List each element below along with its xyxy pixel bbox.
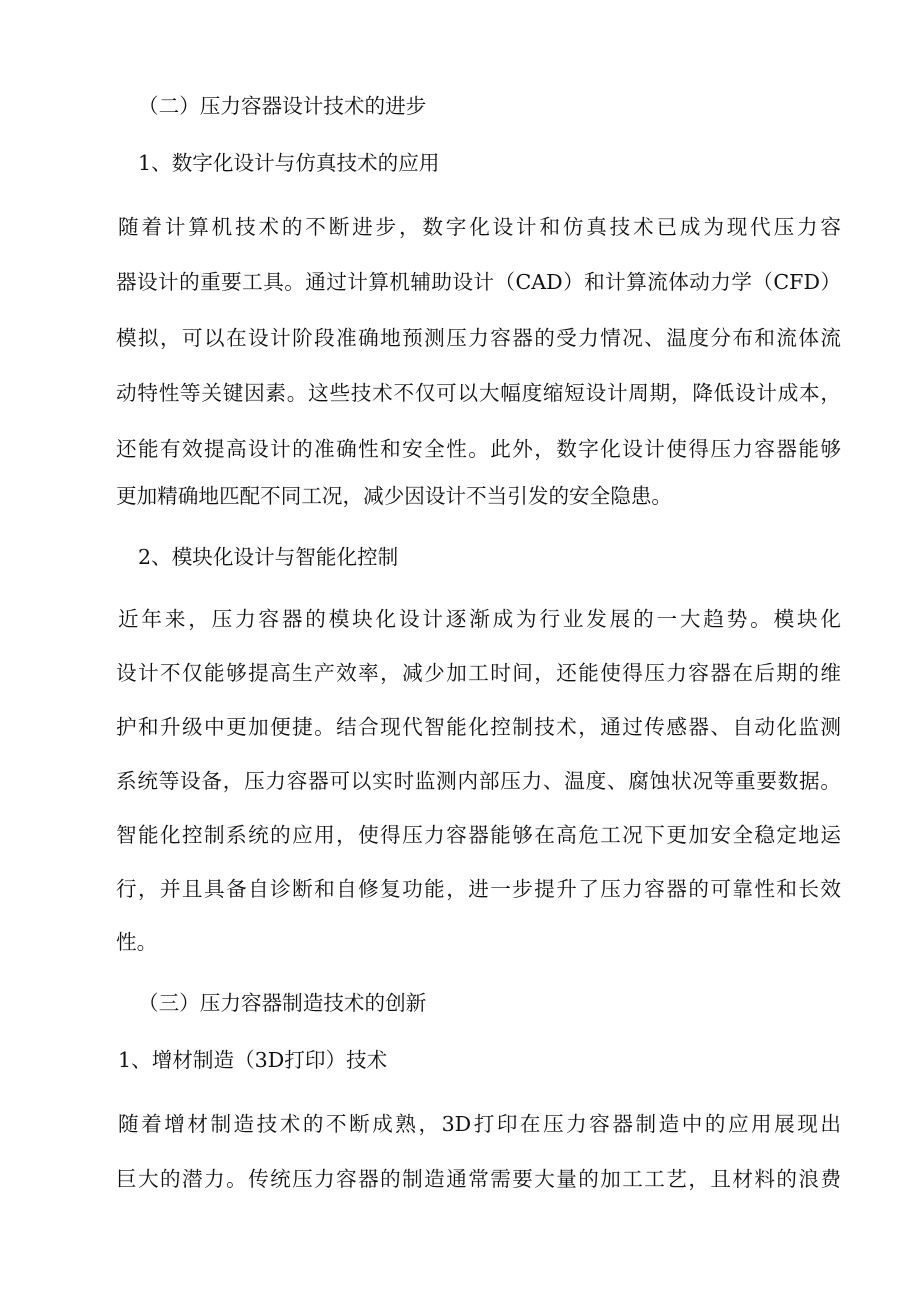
paragraph-line: 智能化控制系统的应用，使得压力容器能够在高危工况下更加安全稳定地运 (116, 823, 841, 847)
paragraph-line: 设计不仅能够提高生产效率，减少加工时间，还能使得压力容器在后期的维 (116, 661, 841, 685)
paragraph-line: 近年来，压力容器的模块化设计逐渐成为行业发展的一大趋势。模块化 (118, 607, 841, 631)
subsection-heading: 1、增材制造（3D打印）技术 (118, 1048, 388, 1072)
section-heading: （二）压力容器设计技术的进步 (138, 94, 427, 118)
paragraph-line: 行，并且具备自诊断和自修复功能，进一步提升了压力容器的可靠性和长效 (116, 877, 841, 901)
paragraph-line: 模拟，可以在设计阶段准确地预测压力容器的受力情况、温度分布和流体流 (116, 326, 841, 350)
subsection-heading: 2、模块化设计与智能化控制 (138, 545, 399, 569)
section-heading: （三）压力容器制造技术的创新 (138, 991, 427, 1015)
paragraph-line: 随着计算机技术的不断进步，数字化设计和仿真技术已成为现代压力容 (118, 215, 841, 239)
paragraph-line: 动特性等关键因素。这些技术不仅可以大幅度缩短设计周期，降低设计成本， (116, 381, 841, 405)
paragraph-line: 系统等设备，压力容器可以实时监测内部压力、温度、腐蚀状况等重要数据。 (116, 769, 841, 793)
paragraph-line: 器设计的重要工具。通过计算机辅助设计（CAD）和计算流体动力学（CFD） (116, 270, 841, 294)
paragraph-line: 护和升级中更加便捷。结合现代智能化控制技术，通过传感器、自动化监测 (116, 715, 841, 739)
paragraph-line: 还能有效提高设计的准确性和安全性。此外，数字化设计使得压力容器能够 (116, 437, 841, 461)
paragraph-line: 更加精确地匹配不同工况，减少因设计不当引发的安全隐患。 (116, 484, 673, 508)
paragraph-line: 性。 (116, 930, 158, 954)
paragraph-line: 巨大的潜力。传统压力容器的制造通常需要大量的加工工艺，且材料的浪费 (116, 1167, 841, 1191)
subsection-heading: 1、数字化设计与仿真技术的应用 (138, 151, 440, 175)
paragraph-line: 随着增材制造技术的不断成熟，3D打印在压力容器制造中的应用展现出 (118, 1112, 841, 1136)
